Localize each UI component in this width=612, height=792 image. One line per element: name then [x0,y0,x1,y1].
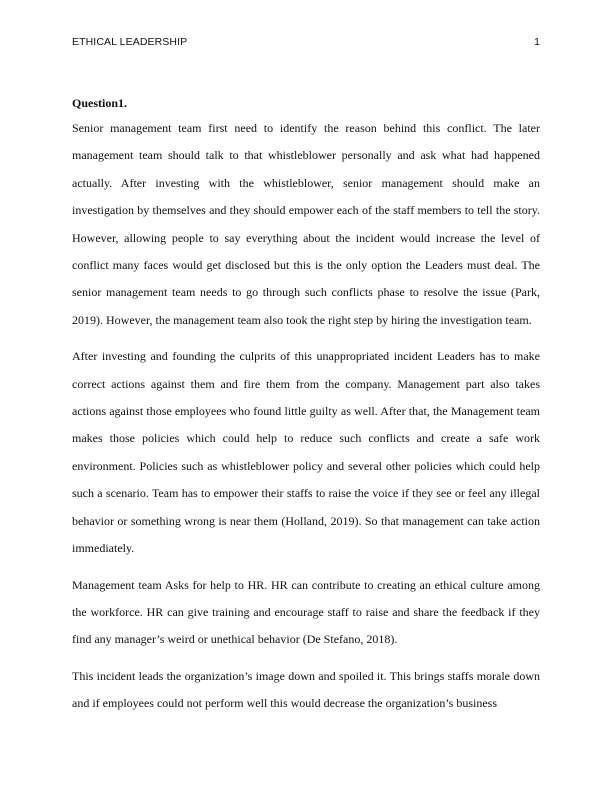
paragraph-4: This incident leads the organization’s image down and spoiled it. This brings staffs morale down and if employees could not perform well this would decrease the organization’s business [72,668,540,711]
question-heading: Question1. [72,96,128,110]
running-header-title: ETHICAL LEADERSHIP [72,36,188,48]
paragraph-3: Management team Asks for help to HR. HR can contribute to creating an ethical culture among the workforce. HR can give training and encourage staff to raise and share the feedback if they find any manager’s weird or unethical behavior (De Stefano, 2018). [72,577,540,647]
page-number: 1 [534,36,540,48]
document-body [72,92,540,727]
paragraph-1: Senior management team first need to identify the reason behind this conflict. The later management team should talk to that whistleblower personally and ask what had happened actually. After investing with the whistleblower, senior management should make an investigation by themselves and they should empower each of the staff members to tell the story. However, allowing people to say everything about the incident would increase the level of conflict many faces would get disclosed but this is the only option the Leaders must deal. The senior management team needs to go through such conflicts phase to resolve the issue (Park, 2019). However, the management team also took the right step by hiring the investigation team. [72,121,540,327]
paragraph-2: After investing and founding the culprits of this unappropriated incident Leaders has to make correct actions against them and fire them from the company. Management part also takes actions against those employees who found little guilty as well. After that, the Management team makes those policies which could help to reduce such conflicts and create a safe work environment. Policies such as whistleblower policy and several other policies which could help such a scenario. Team has to empower their staffs to raise the voice if they see or feel any illegal behavior or something wrong is near them (Holland, 2019). So that management can take action immediately. [72,349,540,556]
